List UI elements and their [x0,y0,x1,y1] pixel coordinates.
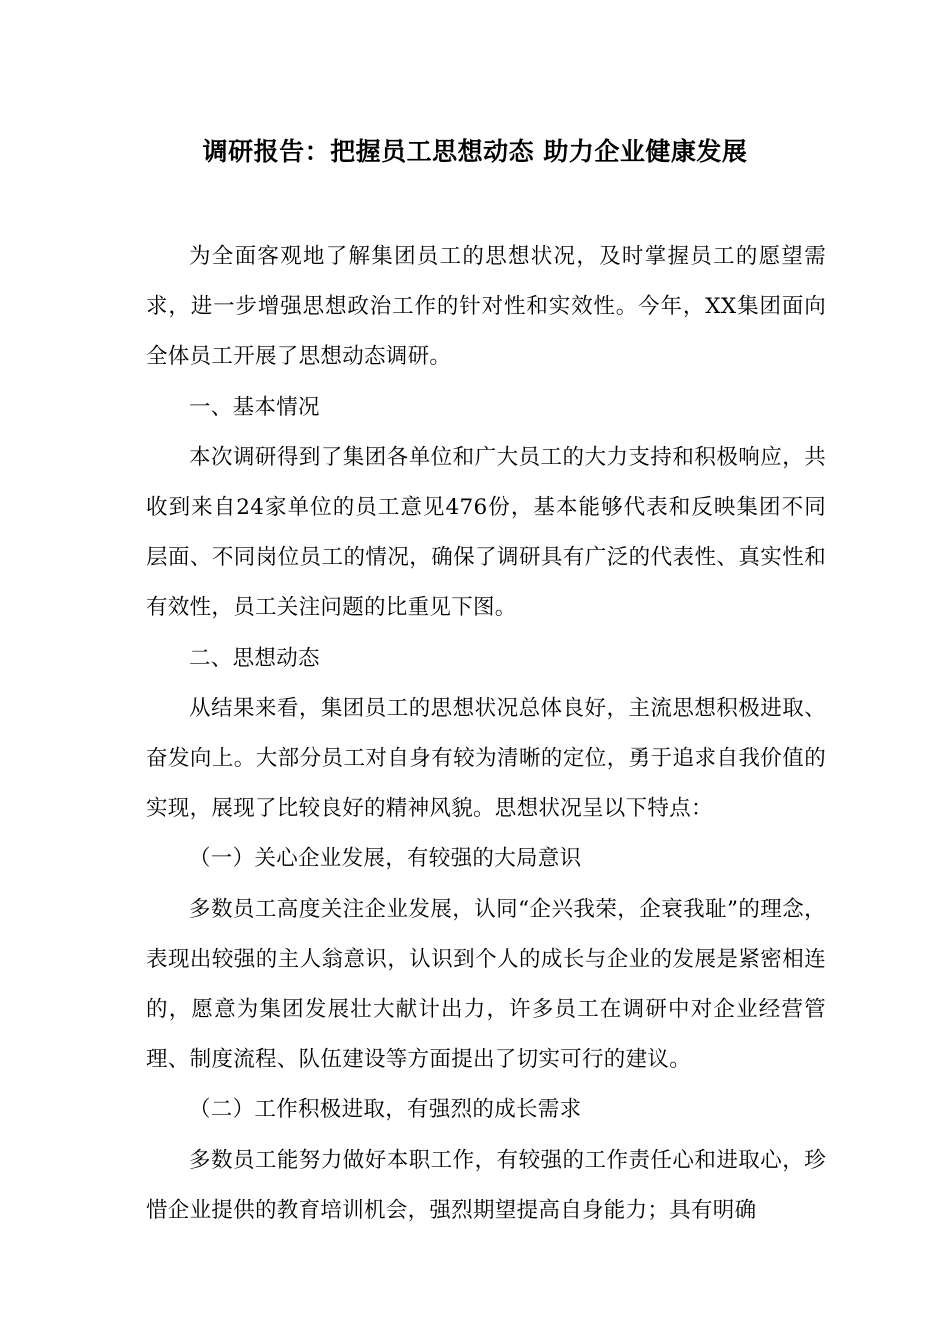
subsection-2-paragraph: 多数员工能努力做好本职工作，有较强的工作责任心和进取心，珍惜企业提供的教育培训机会，强烈期望提高自身能力；具有明确 [146,1147,826,1223]
document-body [146,232,826,1236]
section-heading-basic: 一、基本情况 [189,394,320,420]
subsection-heading-2: （二）工作积极进取，有强烈的成长需求 [189,1097,582,1123]
thought-dynamics-paragraph: 从结果来看，集团员工的思想状况总体良好，主流思想积极进取、奋发向上。大部分员工对自身有较为清晰的定位，勇于追求自我价值的实现，展现了比较良好的精神风貌。思想状况呈以下特点： [146,695,826,822]
section-heading-thought: 二、思想动态 [189,645,320,671]
subsection-heading-1: （一）关心企业发展，有较强的大局意识 [189,846,582,872]
basic-situation-paragraph: 本次调研得到了集团各单位和广大员工的大力支持和积极响应，共收到来自24家单位的员工意见476份，基本能够代表和反映集团不同层面、不同岗位员工的情况，确保了调研具有广泛的代表性、真实性和有效性，员工关注问题的比重见下图。 [146,444,826,621]
document-title: 调研报告：把握员工思想动态 助力企业健康发展 [202,137,748,166]
intro-paragraph: 为全面客观地了解集团员工的思想状况，及时掌握员工的愿望需求，进一步增强思想政治工作的针对性和实效性。今年，XX集团面向全体员工开展了思想动态调研。 [146,244,826,370]
subsection-1-paragraph: 多数员工高度关注企业发展，认同“企兴我荣，企衰我耻”的理念，表现出较强的主人翁意识，认识到个人的成长与企业的发展是紧密相连的，愿意为集团发展壮大献计出力，许多员工在调研中对企业经营管理、制度流程、队伍建设等方面提出了切实可行的建议。 [146,896,826,1073]
